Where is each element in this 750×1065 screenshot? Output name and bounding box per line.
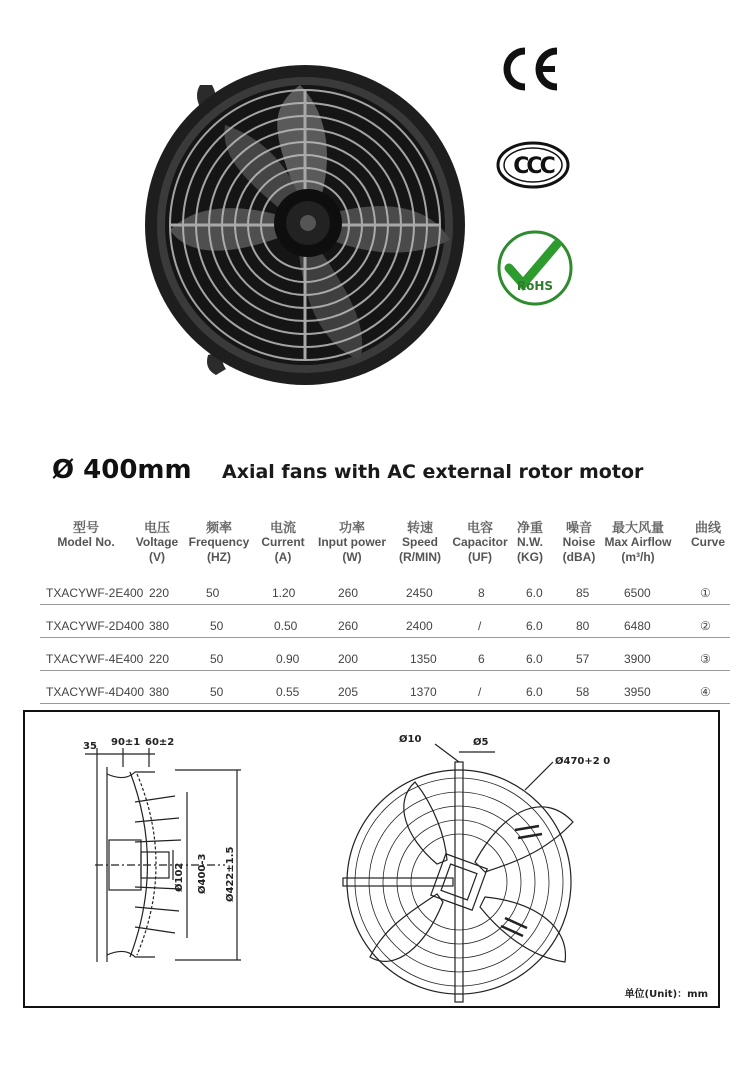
- svg-text:CCC: CCC: [513, 154, 553, 179]
- spec-table: [40, 520, 730, 704]
- header-voltage: 电压 Voltage (V): [135, 520, 179, 564]
- header-speed: 转速 Speed (R/MIN): [399, 520, 441, 564]
- ccc-mark-icon: [495, 140, 571, 190]
- table-row: TXACYWF-2D400 380 50 0.50 260 2400 / 6.0 80 6480 ②: [40, 605, 730, 638]
- side-view-drawing: [85, 748, 241, 962]
- product-description-title: Axial fans with AC external rotor motor: [222, 461, 644, 483]
- table-row: TXACYWF-4E400 220 50 0.90 200 1350 6 6.0 57 3900 ③: [40, 638, 730, 671]
- dim-400: Ø400-3: [197, 853, 208, 894]
- ce-mark-icon: [495, 45, 565, 93]
- rohs-mark-icon: [495, 228, 575, 308]
- dim-35: 35: [83, 741, 97, 752]
- dim-5: Ø5: [473, 737, 489, 748]
- svg-text:RoHS: RoHS: [516, 279, 554, 293]
- dim-422: Ø422±1.5: [225, 846, 236, 902]
- dim-60: 60±2: [145, 737, 175, 748]
- dim-90: 90±1: [111, 737, 141, 748]
- fan-product-image: [130, 55, 470, 390]
- header-model: 型号 Model No.: [57, 520, 115, 549]
- table-row: TXACYWF-2E400 220 50 1.20 260 2450 8 6.0 85 6500 ①: [40, 572, 730, 605]
- technical-drawing: [23, 710, 720, 1008]
- header-max-airflow: 最大风量 Max Airflow (m³/h): [604, 520, 672, 564]
- dim-102: Ø102: [174, 862, 185, 892]
- header-current: 电流 Current (A): [261, 520, 305, 564]
- header-capacitor: 电容 Capacitor (UF): [452, 520, 508, 564]
- table-row: TXACYWF-4D400 380 50 0.55 205 1370 / 6.0 58 3950 ④: [40, 671, 730, 704]
- header-frequency: 频率 Frequency (HZ): [188, 520, 250, 564]
- front-view-drawing: [343, 744, 573, 1002]
- header-net-weight: 净重 N.W. (KG): [516, 520, 543, 564]
- product-size-title: Ø 400mm: [52, 455, 192, 485]
- dim-470: Ø470+2 0: [555, 756, 611, 767]
- header-input-power: 功率 Input power (W): [318, 520, 386, 564]
- header-curve: 曲线 Curve: [690, 520, 725, 549]
- dim-10: Ø10: [399, 734, 422, 745]
- spec-table-header: [40, 520, 730, 572]
- unit-label: 单位(Unit)：mm: [624, 989, 708, 1000]
- header-noise: 噪音 Noise (dBA): [562, 520, 596, 564]
